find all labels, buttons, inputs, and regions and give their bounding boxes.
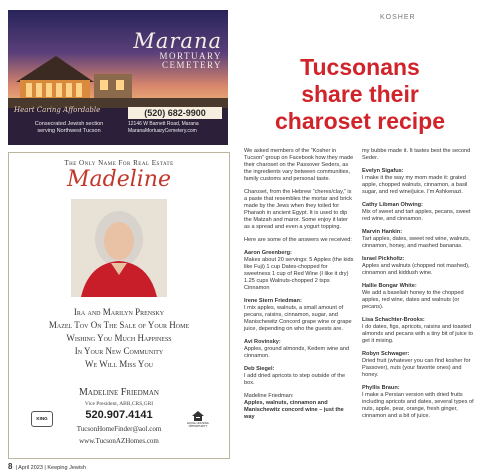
marana-title: Marana: [133, 29, 222, 53]
recipe-entry: [244, 339, 354, 360]
article-headline: [250, 54, 470, 135]
realtor-ad: [8, 152, 230, 459]
article-column-1: [244, 148, 354, 427]
agent-website: www.TucsonAZHomes.com: [79, 437, 159, 445]
marana-mortuary-ad: [8, 10, 228, 145]
recipe-author: Israel Pickholtz:: [362, 256, 405, 262]
message-line-4: In Your New Community: [74, 346, 164, 356]
article-column-2: [362, 148, 474, 426]
recipe-entry: [362, 202, 474, 223]
message-line-1: Ira and Marilyn Prensky: [73, 307, 165, 317]
recipe-author: Marvin Hankin:: [362, 229, 403, 235]
recipe-entry: [362, 351, 474, 379]
recipe-entry: [362, 283, 474, 311]
agent-phone: 520.907.4141: [85, 409, 153, 421]
recipe-author: Robyn Schwager:: [362, 351, 410, 357]
recipe-text: Apples, walnuts, cinnamon and Manischewitz concord wine – just the way: [244, 400, 344, 420]
recipe-text: Makes about 20 servings: 5 Apples (the kids like Fuji) 1 cup Dates-chopped for sweetness 1 cup of Red Wine (I like it dry) 1.25 cups Walnuts-chopped 2 tsps Cinnamon: [244, 257, 354, 291]
recipe-author: Lisa Schachter-Brooks:: [362, 317, 425, 323]
page-footer: [8, 462, 86, 471]
recipe-text: I make a Persian version with dried fruits including apricots and dates, several types of nuts, apple, pear, orange, fresh ginger, cinnamon and a bit of juice.: [362, 392, 474, 419]
marana-left-line2: serving Northwest Tucson: [37, 128, 101, 134]
madeline-script-title: Madeline: [66, 167, 171, 192]
recipe-text: Dried fruit (whatever you can find kosher for Passover), nuts (your favorite ones) and honey.: [362, 358, 471, 378]
message-line-5: We Will Miss You: [84, 359, 154, 369]
recipe-text: I add dried apricots to step outside of the box.: [244, 373, 346, 386]
agent-email: TucsonHomeFinder@aol.com: [76, 425, 162, 433]
marana-tagline: Heart Caring Affordable: [14, 106, 101, 114]
page-number: 8: [8, 462, 13, 471]
agent-name: Madeline Friedman: [79, 387, 159, 398]
headline-line-3: charoset recipe: [274, 108, 446, 134]
realtor-top-line: The Only Name For Real Estate: [64, 159, 174, 167]
marana-subtitle-2: CEMETERY: [161, 60, 222, 70]
recipe-text: Apples and walnuts (chopped not mashed), cinnamon and kiddush wine.: [362, 263, 470, 276]
marana-website: MaranaMortuaryCemetery.com: [128, 128, 197, 134]
headline-line-2: share their: [301, 81, 419, 107]
recipe-entry: [362, 385, 474, 420]
continued-paragraph: my bubbe made it. It tastes best the second Seder.: [362, 148, 471, 161]
recipe-entry: [362, 168, 474, 196]
marana-address: 12146 W Barnett Road, Marana: [128, 121, 199, 127]
recipe-text: I do dates, figs, apricots, raisins and toasted almonds and pecans with a tiny bit of juice to get it mixing.: [362, 324, 474, 344]
recipe-entry: [244, 393, 354, 421]
recipe-author: Deb Siegel:: [244, 366, 275, 372]
brokerage-logo: KING: [31, 411, 53, 427]
marana-subtitle-1: MORTUARY: [159, 51, 222, 61]
recipe-author: Aaron Greenberg:: [244, 250, 292, 256]
recipe-text: Mix of sweet and tart apples, pecans, sweet red wine, and cinnamon.: [362, 209, 471, 222]
recipe-author: Madeline Friedman:: [244, 393, 294, 399]
intro-paragraph-2: Charoset, from the Hebrew “cheres/clay,” is a paste that resembles the mortar and brick made by the Jews when they toiled for Pharaoh in ancient Egypt. It is used to dip the Matzah and maror. Some enjoy it later as a spread and even a yogurt topping.: [244, 189, 352, 230]
recipe-entry: [362, 229, 474, 250]
agent-title: Vice President, ABR,CRS,GRI: [84, 401, 154, 407]
marana-contact: [128, 121, 224, 135]
recipe-text: We add a baseliah honey to the chopped apples, red wine, dates and walnuts (or pecans).: [362, 290, 464, 310]
equal-housing-logo: [185, 411, 211, 428]
footer-text: | April 2023 | Keeping Jewish: [15, 465, 86, 471]
intro-paragraph-3: Here are some of the answers we received:: [244, 237, 352, 243]
recipe-author: Evelyn Sigafus:: [362, 168, 404, 174]
recipe-text: Tart apples, dates, sweet red wine, walnuts, cinnamon, honey, and mashed bananas.: [362, 236, 471, 249]
chapel-building-illustration: [16, 52, 136, 102]
marana-jewish-section: [14, 121, 124, 135]
recipe-text: I mix apples, walnuts, a small amount of pecans, raisins, cinnamon, sugar, and Manischewitz Concord grape wine or grape juice, depending on who the guests are.: [244, 305, 352, 332]
recipe-entry: [244, 366, 354, 387]
intro-paragraph-1: We asked members of the “Kosher in Tucson” group on Facebook how they made their charoset on the Passover Seders, as the ingredients vary between communities, family customs and personal taste.: [244, 148, 354, 182]
section-label: KOSHER: [380, 14, 416, 21]
recipe-entry: [362, 317, 474, 345]
marana-brand: [133, 30, 222, 70]
equal-housing-text: EQUAL HOUSING OPPORTUNITY: [187, 422, 209, 428]
recipe-author: Irene Stern Friedman:: [244, 298, 302, 304]
recipe-entry: [244, 250, 354, 292]
recipe-author: Avi Rovinsky:: [244, 339, 281, 345]
message-line-2: Mazel Tov On The Sale of Your Home: [48, 320, 190, 330]
headline-line-1: Tucsonans: [300, 54, 420, 80]
recipe-text: Apples, ground almonds, Kedem wine and cinnamon.: [244, 346, 350, 359]
recipe-text: I make it the way my mom made it: grated apple, chopped walnuts, cinnamon, a basil sugar, and red wine/juice. I'm Ashkenazi.: [362, 175, 468, 195]
agent-photo: [71, 199, 167, 297]
message-line-3: Wishing You Much Happiness: [66, 333, 172, 343]
recipe-entry: [244, 298, 354, 333]
marana-left-line1: Consecrated Jewish section: [34, 121, 104, 127]
recipe-author: Hallie Bongar White:: [362, 283, 417, 289]
recipe-author: Phyllis Braun:: [362, 385, 400, 391]
recipe-entry: [362, 256, 474, 277]
realtor-message: [9, 306, 229, 371]
house-icon: [192, 411, 204, 421]
marana-phone: (520) 682-9900: [128, 107, 222, 119]
recipe-author: Cathy Libman Ohwing:: [362, 202, 423, 208]
